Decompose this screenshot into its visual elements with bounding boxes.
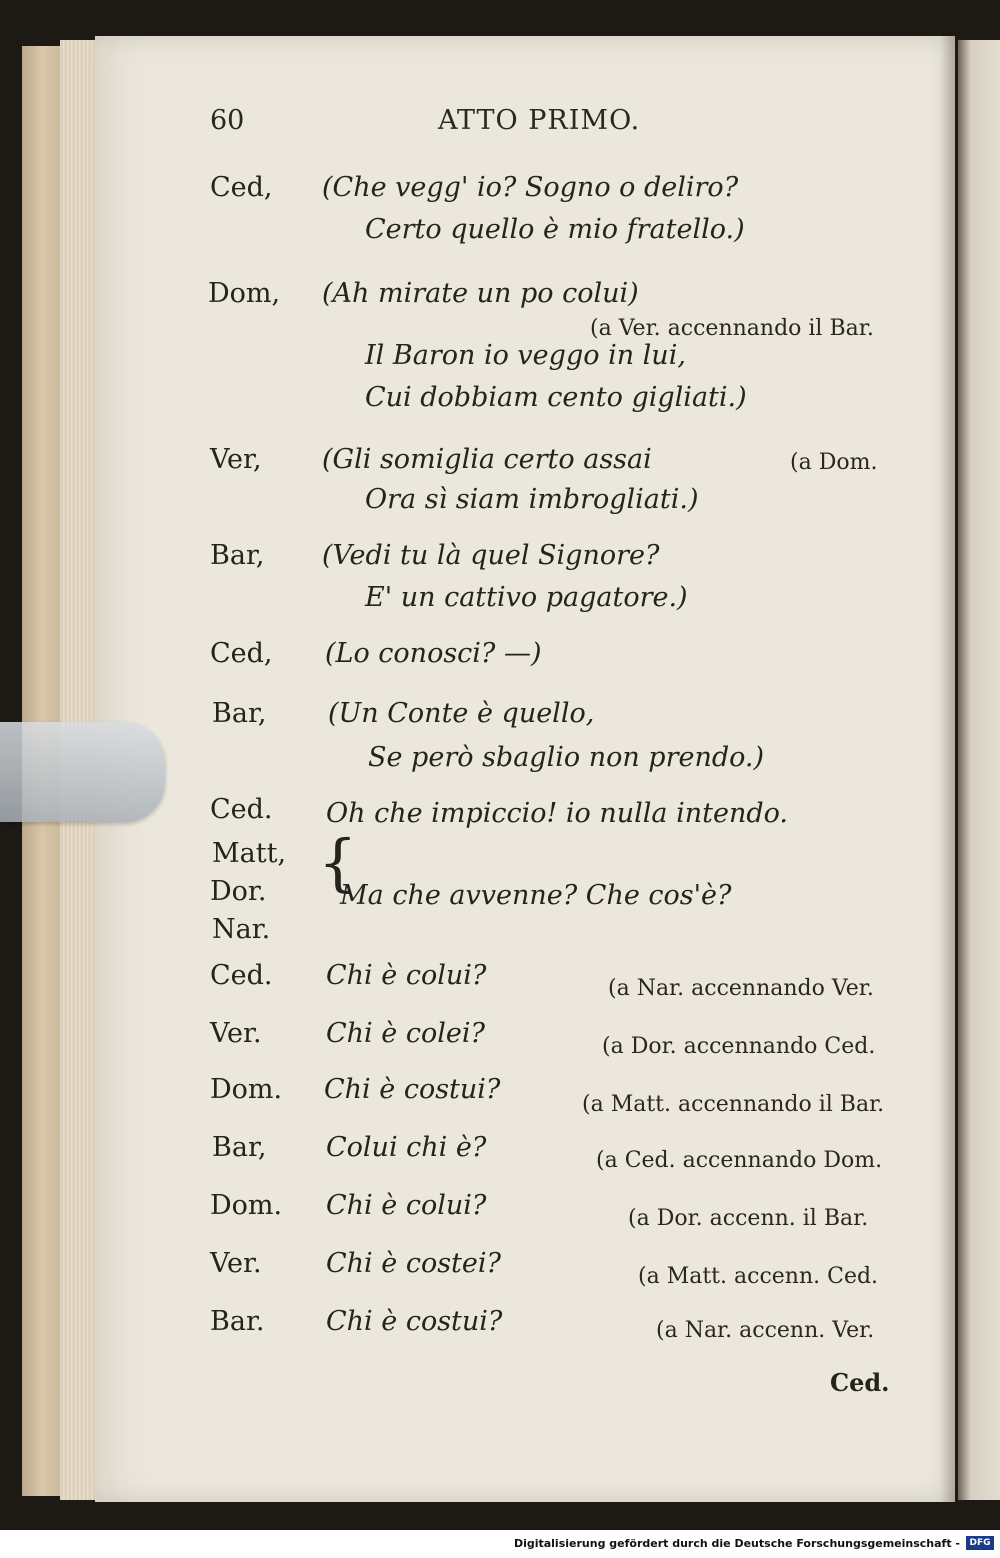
verse-line: Ma che avvenne? Che cos'è? xyxy=(340,880,732,911)
speaker-label: Bar, xyxy=(210,540,265,571)
stage-direction: (a Dor. accennando Ced. xyxy=(602,1034,876,1059)
speaker-label: Ced. xyxy=(210,794,273,825)
speaker-label: Ced. xyxy=(210,960,273,991)
verse-line: (Lo conosci? —) xyxy=(325,638,542,669)
verse-line: Chi è colui? xyxy=(326,1190,487,1221)
verse-line: Chi è costei? xyxy=(326,1248,501,1279)
verse-line: Chi è costui? xyxy=(326,1306,503,1337)
speaker-label: Dom. xyxy=(210,1190,283,1221)
verse-line: Chi è colei? xyxy=(326,1018,485,1049)
verse-line: Se però sbaglio non prendo.) xyxy=(368,742,765,773)
verse-line: Cui dobbiam cento gigliati.) xyxy=(365,382,747,413)
verse-line: Colui chi è? xyxy=(326,1132,487,1163)
speaker-label: Ced, xyxy=(210,638,273,669)
stage-direction: (a Matt. accenn. Ced. xyxy=(638,1264,879,1289)
verse-line: (Vedi tu là quel Signore? xyxy=(322,540,660,571)
digitization-footer xyxy=(0,1530,1000,1558)
speaker-label: Ver, xyxy=(210,444,262,475)
speaker-label: Ced, xyxy=(210,172,273,203)
speaker-label: Nar. xyxy=(212,914,271,945)
stage-direction: (a Nar. accenn. Ver. xyxy=(656,1318,875,1343)
verse-line: Il Baron io veggo in lui, xyxy=(365,340,686,371)
speaker-label: Bar. xyxy=(210,1306,265,1337)
verse-line: Oh che impiccio! io nulla intendo. xyxy=(326,798,788,829)
speaker-label: Ver. xyxy=(210,1248,262,1279)
speaker-label: Bar, xyxy=(212,698,267,729)
plexiglass-holder xyxy=(0,722,165,822)
speaker-label: Ver. xyxy=(210,1018,262,1049)
verse-line: Chi è costui? xyxy=(324,1074,501,1105)
speaker-label: Bar, xyxy=(212,1132,267,1163)
verse-line: (Gli somiglia certo assai xyxy=(322,444,652,475)
brace: { xyxy=(318,826,358,899)
stage-direction: (a Ver. accennando il Bar. xyxy=(590,316,874,341)
verse-line: Chi è colui? xyxy=(326,960,487,991)
verse-line: Certo quello è mio fratello.) xyxy=(365,214,745,245)
speaker-label: Dor. xyxy=(210,876,267,907)
facing-page-edge xyxy=(958,40,1000,1500)
catchword: Ced. xyxy=(830,1368,890,1397)
verse-line: (Un Conte è quello, xyxy=(328,698,595,729)
speaker-label: Dom, xyxy=(208,278,281,309)
verse-line: E' un cattivo pagatore.) xyxy=(365,582,688,613)
stage-direction: (a Ced. accennando Dom. xyxy=(596,1148,883,1173)
stage-direction: (a Matt. accennando il Bar. xyxy=(582,1092,885,1117)
speaker-label: Matt, xyxy=(212,838,287,869)
verse-line: Ora sì siam imbrogliati.) xyxy=(365,484,699,515)
stage-direction: (a Dor. accenn. il Bar. xyxy=(628,1206,869,1231)
speaker-label: Dom. xyxy=(210,1074,283,1105)
verse-line: (Ah mirate un po colui) xyxy=(322,278,639,309)
running-head xyxy=(210,105,660,145)
funding-credit: Digitalisierung gefördert durch die Deutsche Forschungsgemeinschaft - xyxy=(513,1537,960,1550)
stage-direction: (a Dom. xyxy=(790,450,878,475)
running-title: ATTO PRIMO. xyxy=(438,105,641,136)
page-number: 60 xyxy=(210,105,245,136)
stage-direction: (a Nar. accennando Ver. xyxy=(608,976,874,1001)
verse-line: (Che vegg' io? Sogno o deliro? xyxy=(322,172,739,203)
dfg-logo: DFG xyxy=(966,1536,994,1550)
